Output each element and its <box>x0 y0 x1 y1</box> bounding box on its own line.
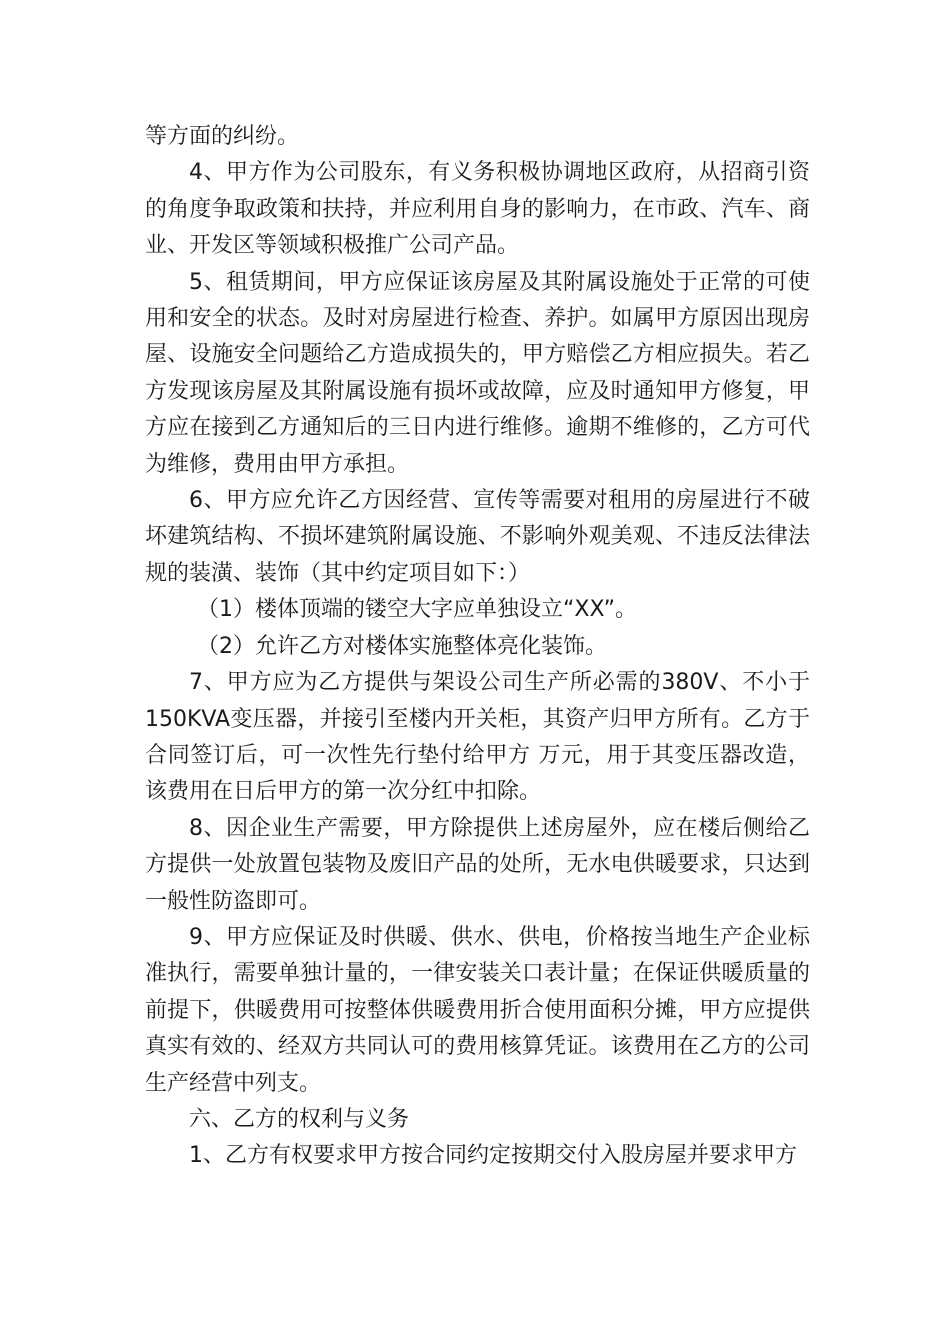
clause-5: 5、租赁期间，甲方应保证该房屋及其附属设施处于正常的可使用和安全的状态。及时对房屋进行检查、养护。如属甲方原因出现房屋、设施安全问题给乙方造成损失的，甲方赔偿乙方相应损失。若乙方发现该房屋及其附属设施有损坏或故障，应及时通知甲方修复，甲方应在接到乙方通知后的三日内进行维修。逾期不维修的，乙方可代为维修，费用由甲方承担。 <box>145 269 810 477</box>
clause-6-item-2: （2）允许乙方对楼体实施整体亮化装饰。 <box>197 633 607 659</box>
clause-4: 4、甲方作为公司股东，有义务积极协调地区政府，从招商引资的角度争取政策和扶持，并应利用自身的影响力，在市政、汽车、商业、开发区等领域积极推广公司产品。 <box>145 160 810 259</box>
clause-9: 9、甲方应保证及时供暖、供水、供电，价格按当地生产企业标准执行，需要单独计量的，一律安装关口表计量；在保证供暖质量的前提下，供暖费用可按整体供暖费用折合使用面积分摊，甲方应提供真实有效的、经双方共同认可的费用核算凭证。该费用在乙方的公司生产经营中列支。 <box>145 924 810 1096</box>
clause-6-item-1: （1）楼体顶端的镂空大字应单独设立“XX”。 <box>197 597 638 623</box>
party-b-clause-1: 1、乙方有权要求甲方按合同约定按期交付入股房屋并要求甲方 <box>189 1143 797 1169</box>
clause-7: 7、甲方应为乙方提供与架设公司生产所必需的380V、不小于150KVA变压器，并接引至楼内开关柜，其资产归甲方所有。乙方于合同签订后，可一次性先行垫付给甲方 万元，用于其变压器改造，该费用在日后甲方的第一次分红中扣除。 <box>145 670 810 805</box>
clause-6: 6、甲方应允许乙方因经营、宣传等需要对租用的房屋进行不破坏建筑结构、不损坏建筑附属设施、不影响外观美观、不违反法律法规的装潢、装饰（其中约定项目如下：） <box>145 488 810 586</box>
document-body <box>145 119 810 1175</box>
section-heading-party-b: 六、乙方的权利与义务 <box>189 1106 410 1132</box>
paragraph-continuation: 等方面的纠纷。 <box>145 124 300 149</box>
clause-8: 8、因企业生产需要，甲方除提供上述房屋外，应在楼后侧给乙方提供一处放置包装物及废旧产品的处所，无水电供暖要求，只达到一般性防盗即可。 <box>145 815 810 914</box>
